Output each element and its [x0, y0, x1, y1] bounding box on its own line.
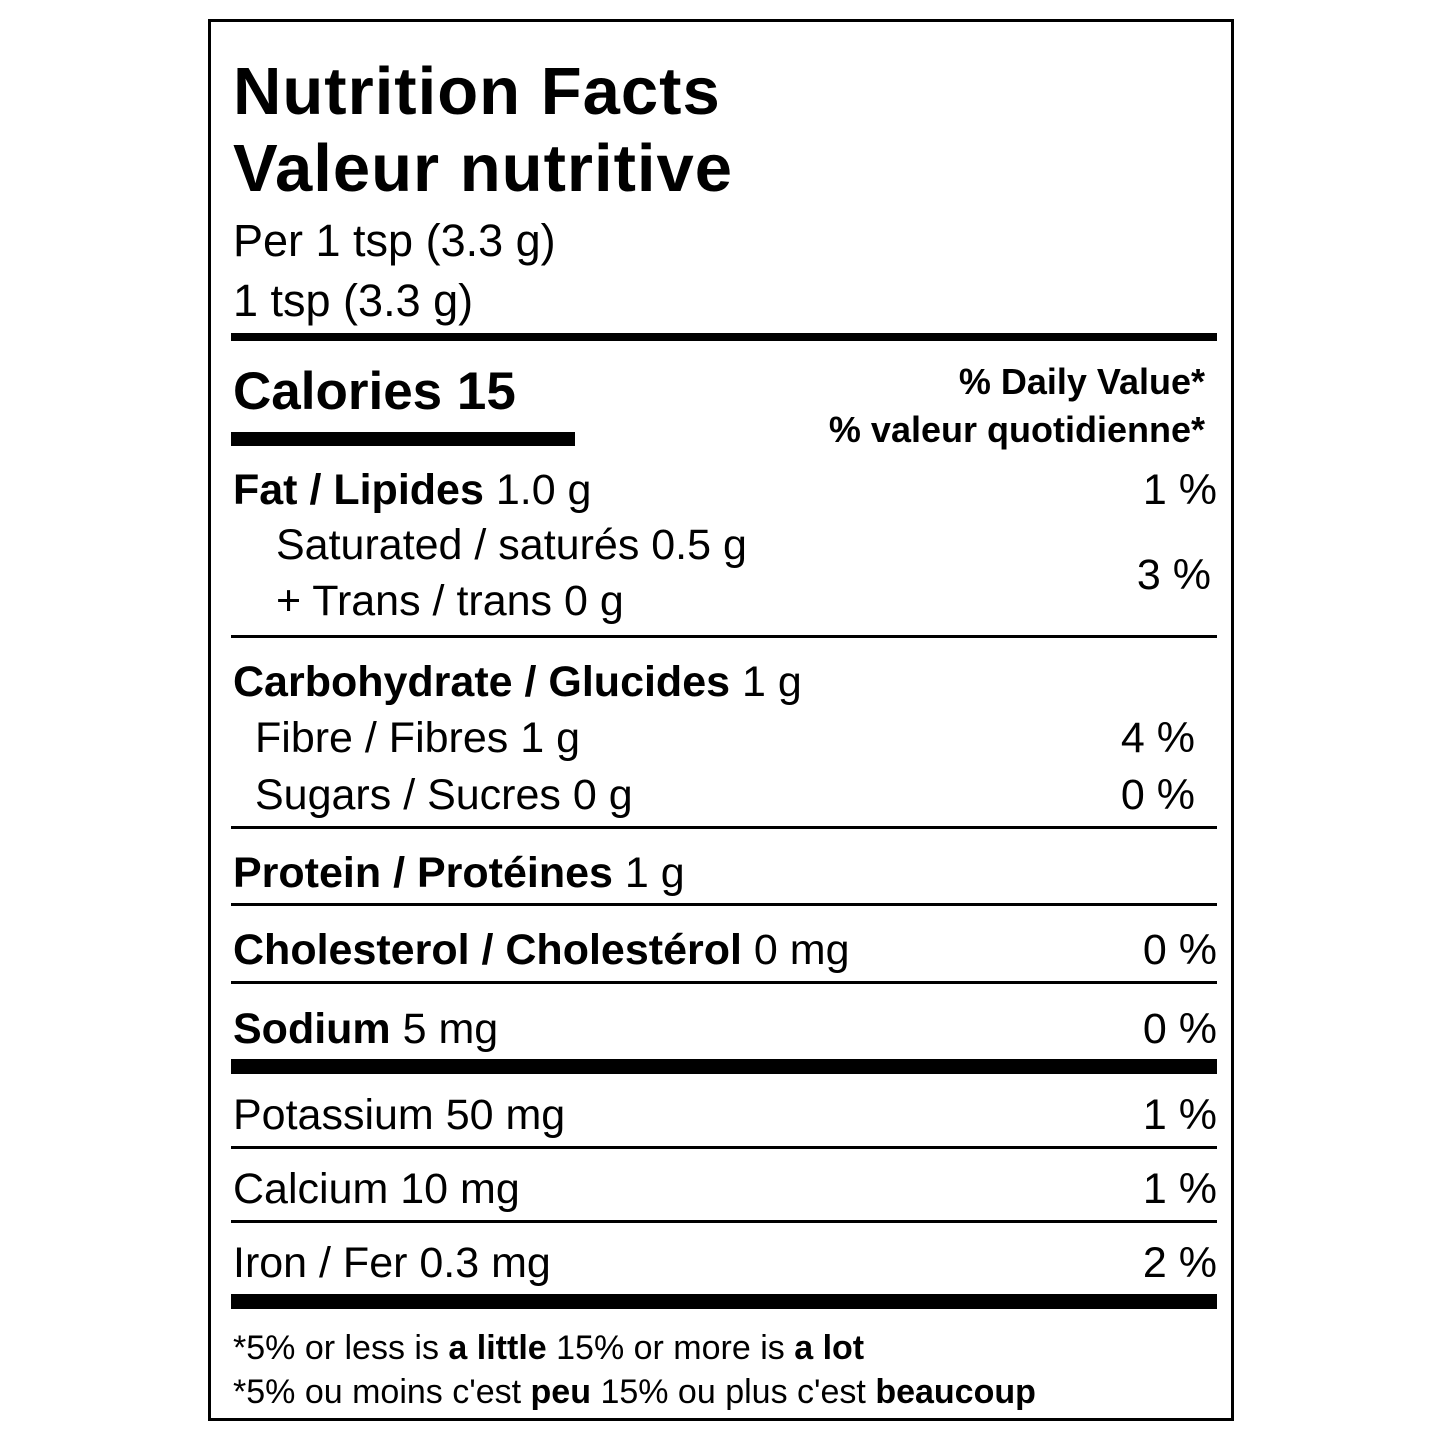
nutrient-row-fat	[233, 466, 1217, 514]
sodium-amount: 5 mg	[402, 1005, 499, 1053]
nutrient-row-potassium	[233, 1091, 1217, 1139]
sugars-percent: 0 %	[1120, 771, 1195, 819]
divider	[231, 635, 1217, 638]
calories	[233, 362, 516, 421]
nutrient-row-fibre	[255, 714, 1195, 762]
divider	[231, 1146, 1217, 1149]
protein-amount: 1 g	[624, 849, 685, 897]
divider	[231, 981, 1217, 984]
nutrient-row-cholesterol	[233, 926, 1217, 974]
footnote-en-text: 15% or more is	[556, 1329, 785, 1367]
fat-amount: 1.0 g	[495, 466, 592, 514]
fibre-percent: 4 %	[1120, 714, 1195, 762]
trans-label: + Trans / trans 0 g	[276, 577, 624, 625]
iron-percent: 2 %	[1142, 1239, 1217, 1287]
nutrient-row-protein	[233, 849, 1217, 897]
saturated-label: Saturated / saturés 0.5 g	[276, 521, 747, 569]
sodium-label: Sodium	[233, 1005, 391, 1053]
footnote-fr-text: 15% ou plus c'est	[600, 1373, 866, 1411]
nutrient-row-carbohydrate	[233, 658, 1217, 706]
carb-amount: 1 g	[741, 658, 802, 706]
calories-underline	[231, 432, 575, 446]
nutrition-facts-label	[208, 19, 1234, 1421]
serving-size-line-2: 1 tsp (3.3 g)	[233, 275, 474, 326]
footnote-fr	[233, 1375, 1036, 1409]
footnote-en-text: *5% or less is	[233, 1329, 439, 1367]
footnote-en-a-lot: a lot	[794, 1329, 865, 1367]
fat-label: Fat / Lipides	[233, 466, 484, 514]
divider	[231, 903, 1217, 906]
fibre-label: Fibre / Fibres 1 g	[255, 714, 580, 762]
nutrient-row-iron	[233, 1239, 1217, 1287]
divider	[231, 826, 1217, 829]
cholesterol-percent: 0 %	[1142, 926, 1217, 974]
divider	[231, 1220, 1217, 1223]
fat-percent: 1 %	[1142, 466, 1217, 514]
nutrient-row-sugars	[255, 771, 1195, 819]
potassium-percent: 1 %	[1142, 1091, 1217, 1139]
title-en: Nutrition Facts	[233, 54, 721, 129]
cholesterol-label: Cholesterol / Cholestérol	[233, 926, 742, 974]
cholesterol-amount: 0 mg	[753, 926, 850, 974]
daily-value-fr: % valeur quotidienne*	[828, 409, 1205, 450]
calcium-label: Calcium 10 mg	[233, 1165, 520, 1213]
nutrient-row-calcium	[233, 1165, 1217, 1213]
thick-divider	[231, 1294, 1217, 1309]
thick-divider	[231, 333, 1217, 341]
footnote-fr-peu: peu	[530, 1373, 591, 1411]
serving-size-line-1: Per 1 tsp (3.3 g)	[233, 215, 556, 266]
sodium-percent: 0 %	[1142, 1005, 1217, 1053]
daily-value-en: % Daily Value*	[958, 361, 1205, 402]
title-fr: Valeur nutritive	[233, 131, 734, 206]
protein-label: Protein / Protéines	[233, 849, 613, 897]
footnote-fr-beaucoup: beaucoup	[875, 1373, 1036, 1411]
potassium-label: Potassium 50 mg	[233, 1091, 566, 1139]
footnote-en-a-little: a little	[448, 1329, 547, 1367]
iron-label: Iron / Fer 0.3 mg	[233, 1239, 551, 1287]
saturated-trans-percent: 3 %	[1136, 551, 1211, 599]
calories-value: 15	[456, 362, 516, 421]
carb-label: Carbohydrate / Glucides	[233, 658, 731, 706]
footnote-en	[233, 1331, 864, 1365]
nutrient-row-sodium	[233, 1005, 1217, 1053]
calcium-percent: 1 %	[1142, 1165, 1217, 1213]
footnote-fr-text: *5% ou moins c'est	[233, 1373, 522, 1411]
sugars-label: Sugars / Sucres 0 g	[255, 771, 633, 819]
thick-divider	[231, 1059, 1217, 1074]
calories-label: Calories	[233, 362, 443, 421]
